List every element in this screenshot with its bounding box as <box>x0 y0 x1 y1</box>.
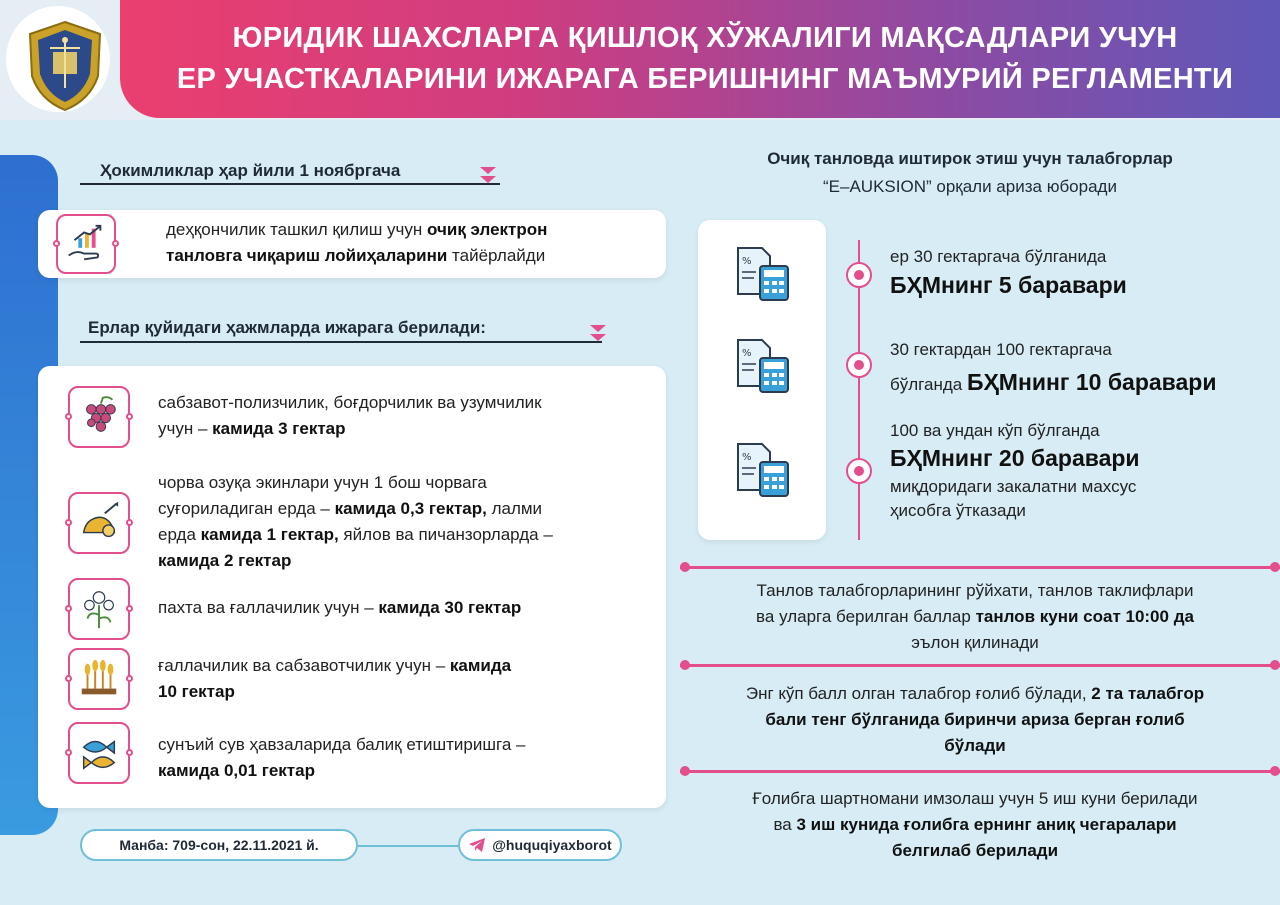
svg-text:%: % <box>742 348 752 359</box>
text-part: пахта ва ғаллачилик учун – <box>158 598 379 617</box>
icon-box <box>68 386 130 448</box>
calculator-document-icon <box>732 244 794 306</box>
section-heading-deadline: Ҳокимликлар ҳар йили 1 ноябргача <box>100 161 401 180</box>
cotton-plant-icon <box>76 586 122 632</box>
text-bold: белгилаб берилади <box>891 841 1059 860</box>
text-part: лалми <box>486 499 543 518</box>
text-bold: камида 0,01 гектар <box>158 761 315 780</box>
text-bold: камида 30 гектар <box>378 598 522 617</box>
calculator-document-icon <box>732 440 794 502</box>
text-part: деҳқончилик ташкил қилиш учун <box>166 220 428 239</box>
grapes-icon <box>76 394 122 440</box>
text-bold: очиқ электрон <box>427 220 548 239</box>
info-box-contract <box>680 786 1270 864</box>
text-bold: камида 0,3 гектар, <box>334 499 487 518</box>
tier-3-note-2: ҳисобга ўтказади <box>890 501 1026 520</box>
text-bold: 2 та талабгор <box>1091 684 1205 703</box>
icon-box <box>68 722 130 784</box>
card-land-sizes <box>38 366 666 808</box>
text-bold: танловга чиқариш лойиҳаларини <box>166 246 448 265</box>
tier-2-amount: БҲМнинг 10 баравари <box>966 369 1217 395</box>
divider <box>680 770 1280 773</box>
text-part: сунъий сув ҳавзаларида балиқ етиштиришга – <box>158 735 526 754</box>
title-line-1: ЮРИДИК ШАХСЛАРГА ҚИШЛОҚ ХЎЖАЛИГИ МАҚСАДЛАРИ УЧУН <box>232 22 1178 54</box>
hay-bale-icon <box>76 500 122 546</box>
text-part: сабзавот-полизчилик, боғдорчилик ва узумчилик <box>158 393 542 412</box>
list-item-text <box>158 470 553 574</box>
icon-box <box>68 578 130 640</box>
justice-ministry-emblem-icon <box>20 18 110 114</box>
divider <box>680 664 1280 667</box>
text-part: яйлов ва пичанзорларда – <box>338 525 553 544</box>
icon-box <box>68 492 130 554</box>
double-chevron-down-icon <box>476 164 500 188</box>
text-bold: камида 1 гектар, <box>200 525 339 544</box>
text-bold: камида 2 гектар <box>158 551 292 570</box>
text-bold: бали тенг бўлганида биринчи ариза берган ғолиб <box>765 710 1185 729</box>
text-part: Энг кўп балл олган талабгор ғолиб бўлади, <box>745 684 1092 703</box>
icon-box <box>68 648 130 710</box>
card-projects <box>38 210 666 278</box>
right-title <box>690 145 1250 201</box>
tier-2-condition: 30 гектардан 100 гектаргача <box>890 340 1112 359</box>
tier-3-condition: 100 ва ундан кўп бўлганда <box>890 421 1100 440</box>
timeline-dot <box>846 458 872 484</box>
heading-underline <box>80 341 602 343</box>
text-part: бўлганда <box>890 375 967 394</box>
timeline-dot <box>846 262 872 288</box>
double-chevron-down-icon <box>586 322 610 346</box>
footer-connector <box>358 845 458 847</box>
calculator-document-icon <box>732 336 794 398</box>
text-part: ва <box>773 815 797 834</box>
text-part: чорва озуқа экинлари учун 1 бош чорвага <box>158 473 487 492</box>
card-text <box>166 217 547 269</box>
text-bold: камида <box>449 656 512 675</box>
title-line-2: ЕР УЧАСТКАЛАРИНИ ИЖАРАГА БЕРИШНИНГ МАЪМУРИЙ РЕГЛАМЕНТИ <box>176 63 1234 95</box>
header <box>0 0 1280 120</box>
channel-handle: @huquqiyaxborot <box>492 837 612 853</box>
icon-box <box>56 214 116 274</box>
svg-text:%: % <box>742 256 752 267</box>
text-bold: 3 иш кунида ғолибга ернинг аниқ чегаралари <box>796 815 1177 834</box>
text-part: ғаллачилик ва сабзавотчилик учун – <box>158 656 450 675</box>
channel-link[interactable] <box>458 829 622 861</box>
text-part: тайёрлайди <box>447 246 546 265</box>
telegram-icon <box>468 837 486 853</box>
text-part: Танлов талабгорларининг рўйхати, танлов таклифлари <box>756 581 1194 600</box>
page-title <box>150 18 1260 100</box>
text-part: ва уларга берилган баллар <box>756 607 976 626</box>
text-bold: 10 гектар <box>158 682 235 701</box>
text-bold: бўлади <box>944 736 1006 755</box>
tier-1-amount: БҲМнинг 5 баравари <box>890 272 1127 298</box>
timeline-dot <box>846 352 872 378</box>
info-box-announcement <box>680 578 1270 656</box>
text-part: эълон қилинади <box>911 633 1039 652</box>
divider <box>680 566 1280 569</box>
text-part: Ғолибга шартномани имзолаш учун 5 иш куни берилади <box>752 789 1198 808</box>
svg-text:%: % <box>742 452 752 463</box>
text-part: суғориладиган ерда – <box>158 499 335 518</box>
text-bold: танлов куни соат 10:00 да <box>975 607 1194 626</box>
text-part: ерда <box>158 525 201 544</box>
right-title-line-2: “E–AUKSION” орқали ариза юборади <box>823 177 1117 196</box>
text-bold: камида 3 гектар <box>212 419 346 438</box>
list-item-text <box>158 653 511 705</box>
growth-chart-hand-icon <box>63 221 109 267</box>
heading-underline <box>80 183 500 185</box>
fish-icon <box>76 730 122 776</box>
list-item-text <box>158 595 521 621</box>
section-heading-sizes: Ерлар қуйидаги ҳажмларда ижарага берилади: <box>88 318 486 337</box>
logo-circle <box>6 6 110 112</box>
tier-2-condition-cont <box>890 369 1217 396</box>
right-title-line-1: Очиқ танловда иштирок этиш учун талабгорлар <box>767 149 1173 168</box>
info-box-winner <box>680 681 1270 759</box>
tier-3-note-1: миқдоридаги закалатни махсус <box>890 477 1137 496</box>
tier-3-amount: БҲМнинг 20 баравари <box>890 445 1140 471</box>
text-part: учун – <box>158 419 213 438</box>
wheat-field-icon <box>76 656 122 702</box>
source-pill: Манба: 709-сон, 22.11.2021 й. <box>80 829 358 861</box>
list-item-text <box>158 390 542 442</box>
tier-1-condition: ер 30 гектаргача бўлганида <box>890 247 1107 266</box>
list-item-text <box>158 732 525 784</box>
